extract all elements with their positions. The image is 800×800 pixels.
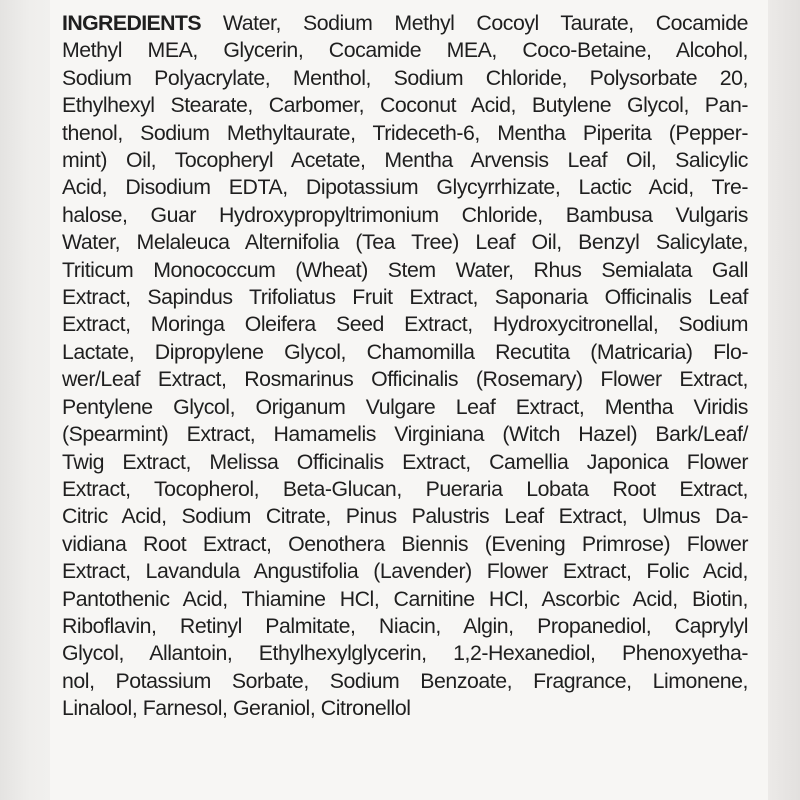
ingredients-line: Citric Acid, Sodium Citrate, Pinus Palustris Leaf Extract, Ulmus Da- <box>62 504 748 529</box>
ingredients-line: Acid, Disodium EDTA, Dipotassium Glycyrrhizate, Lactic Acid, Tre- <box>62 175 748 200</box>
ingredients-line: thenol, Sodium Methyltaurate, Trideceth-6, Mentha Piperita (Pepper- <box>62 120 748 145</box>
ingredients-line: (Spearmint) Extract, Hamamelis Virginiana (Witch Hazel) Bark/Leaf/ <box>62 422 748 447</box>
ingredients-line: Extract, Lavandula Angustifolia (Lavender) Flower Extract, Folic Acid, <box>62 559 748 584</box>
ingredients-line: wer/Leaf Extract, Rosmarinus Officinalis (Rosemary) Flower Extract, <box>62 367 748 392</box>
ingredients-line: Pentylene Glycol, Origanum Vulgare Leaf Extract, Mentha Viridis <box>62 394 748 419</box>
ingredients-line: Sodium Polyacrylate, Menthol, Sodium Chloride, Polysorbate 20, <box>62 65 748 90</box>
ingredients-line: Riboflavin, Retinyl Palmitate, Niacin, Algin, Propanediol, Caprylyl <box>62 613 748 638</box>
ingredients-line: Methyl MEA, Glycerin, Cocamide MEA, Coco-Betaine, Alcohol, <box>62 38 748 63</box>
package-edge-left <box>0 0 50 800</box>
ingredients-line: INGREDIENTS Water, Sodium Methyl Cocoyl Taurate, Cocamide <box>62 11 748 35</box>
ingredients-heading: INGREDIENTS <box>62 11 201 35</box>
ingredients-line: Glycol, Allantoin, Ethylhexylglycerin, 1,2-Hexanediol, Phenoxyetha- <box>62 641 748 666</box>
ingredients-line: Extract, Tocopherol, Beta-Glucan, Pueraria Lobata Root Extract, <box>62 476 748 501</box>
package-edge-right <box>768 0 800 800</box>
ingredients-line: Pantothenic Acid, Thiamine HCl, Carnitine HCl, Ascorbic Acid, Biotin, <box>62 586 748 611</box>
ingredients-line: vidiana Root Extract, Oenothera Biennis (Evening Primrose) Flower <box>62 531 748 556</box>
ingredients-list <box>62 10 748 723</box>
ingredients-line: Extract, Sapindus Trifoliatus Fruit Extract, Saponaria Officinalis Leaf <box>62 285 748 310</box>
ingredients-line: Twig Extract, Melissa Officinalis Extract, Camellia Japonica Flower <box>62 449 748 474</box>
ingredients-line: Extract, Moringa Oleifera Seed Extract, Hydroxycitronellal, Sodium <box>62 312 748 337</box>
ingredients-line: halose, Guar Hydroxypropyltrimonium Chloride, Bambusa Vulgaris <box>62 202 748 227</box>
ingredients-line: Lactate, Dipropylene Glycol, Chamomilla Recutita (Matricaria) Flo- <box>62 339 748 364</box>
ingredients-line: Triticum Monococcum (Wheat) Stem Water, Rhus Semialata Gall <box>62 257 748 282</box>
ingredients-line: Linalool, Farnesol, Geraniol, Citronellol <box>62 696 411 721</box>
ingredients-line: nol, Potassium Sorbate, Sodium Benzoate, Fragrance, Limonene, <box>62 668 748 693</box>
ingredients-line: Water, Melaleuca Alternifolia (Tea Tree) Leaf Oil, Benzyl Salicylate, <box>62 230 748 255</box>
ingredients-line: Ethylhexyl Stearate, Carbomer, Coconut Acid, Butylene Glycol, Pan- <box>62 93 748 118</box>
ingredients-line: mint) Oil, Tocopheryl Acetate, Mentha Arvensis Leaf Oil, Salicylic <box>62 148 748 173</box>
